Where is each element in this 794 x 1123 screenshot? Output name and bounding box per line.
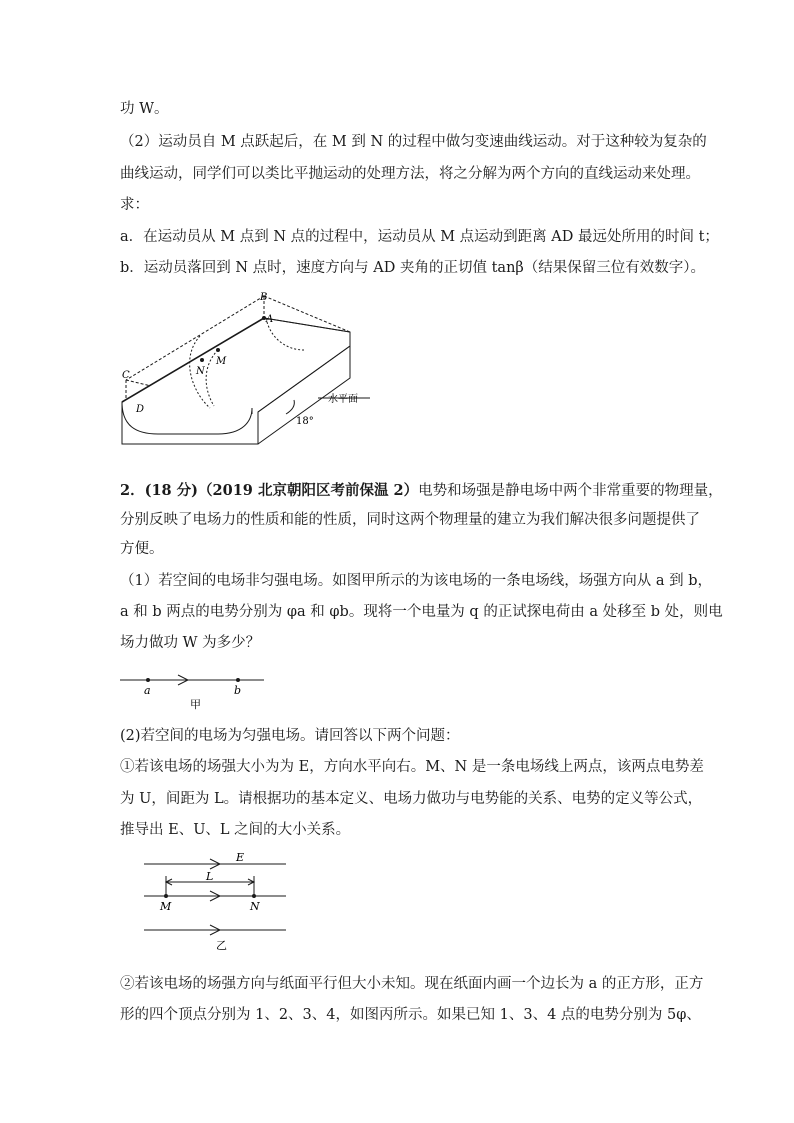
caption-jia: 甲 [190, 698, 201, 710]
label-angle: 18° [296, 416, 314, 427]
text-line: 场力做功 W 为多少？ [120, 635, 261, 651]
text-line: 推导出 E、U、L 之间的大小关系。 [120, 822, 351, 838]
label-M: M [216, 356, 227, 367]
angle-arc [286, 400, 294, 414]
label-M: M [160, 900, 172, 913]
label-a: a [144, 684, 151, 697]
label-N: N [196, 366, 205, 377]
question-2-header: 2．(18 分)（2019 北京朝阳区考前保温 2） [120, 482, 419, 499]
question-2-text: 电势和场强是静电场中两个非常重要的物理量， [418, 483, 723, 499]
text-line: (2)若空间的电场为匀强电场。请回答以下两个问题： [120, 728, 460, 744]
label-C: C [122, 370, 130, 381]
label-N: N [250, 900, 260, 913]
text-line: 方便。 [120, 541, 164, 557]
label-B: B [260, 292, 268, 303]
point-b [236, 678, 240, 682]
point-M [164, 894, 168, 898]
label-b: b [234, 684, 242, 697]
text-line: 求： [120, 197, 149, 213]
text-line: 曲线运动，同学们可以类比平抛运动的处理方法，将之分解为两个方向的直线运动来处理。 [120, 166, 700, 182]
caption-yi: 乙 [216, 939, 227, 952]
text-line: 功 W。 [120, 101, 169, 117]
text-line: b．运动员落回到 N 点时，速度方向与 AD 夹角的正切值 tanβ（结果保留三位有效数字）。 [120, 260, 706, 276]
question-2-line-1 [120, 481, 723, 501]
text-line: ②若该电场的场强方向与纸面平行但大小未知。现在纸面内画一个边长为 a 的正方形，正方 [120, 976, 704, 992]
label-ground: 水平面 [328, 394, 358, 405]
text-line: 分别反映了电场力的性质和能的性质，同时这两个物理量的建立为我们解决很多问题提供了 [120, 512, 700, 528]
label-E: E [236, 851, 245, 864]
slope-figure [118, 288, 378, 448]
text-line: ①若该电场的场强大小为为 E，方向水平向右。M、N 是一条电场线上两点，该两点电势差 [120, 759, 704, 775]
label-A: A [266, 314, 274, 325]
text-line: a．在运动员从 M 点到 N 点的过程中，运动员从 M 点运动到距离 AD 最远处所用的时间 t； [120, 229, 719, 245]
point-N [200, 358, 204, 362]
text-line: 为 U，间距为 L。请根据功的基本定义、电场力做功与电势能的关系、电势的定义等公式， [120, 791, 703, 807]
point-M [216, 348, 220, 352]
text-line: （1）若空间的电场非匀强电场。如图甲所示的为该电场的一条电场线，场强方向从 a 到 b， [120, 573, 712, 589]
figure-jia [118, 668, 268, 710]
text-line: 形的四个顶点分别为 1、2、3、4，如图丙所示。如果已知 1、3、4 点的电势分别为 5φ、 [120, 1007, 701, 1023]
figure-yi [140, 848, 290, 952]
point-a [146, 678, 150, 682]
point-N [252, 894, 256, 898]
text-line: （2）运动员自 M 点跃起后，在 M 到 N 的过程中做匀变速曲线运动。对于这种较为复杂的 [120, 134, 707, 150]
text-line: a 和 b 两点的电势分别为 φa 和 φb。现将一个电量为 q 的正试探电荷由 a 处移至 b 处，则电 [120, 604, 723, 620]
label-D: D [136, 404, 145, 415]
label-L: L [206, 870, 214, 883]
